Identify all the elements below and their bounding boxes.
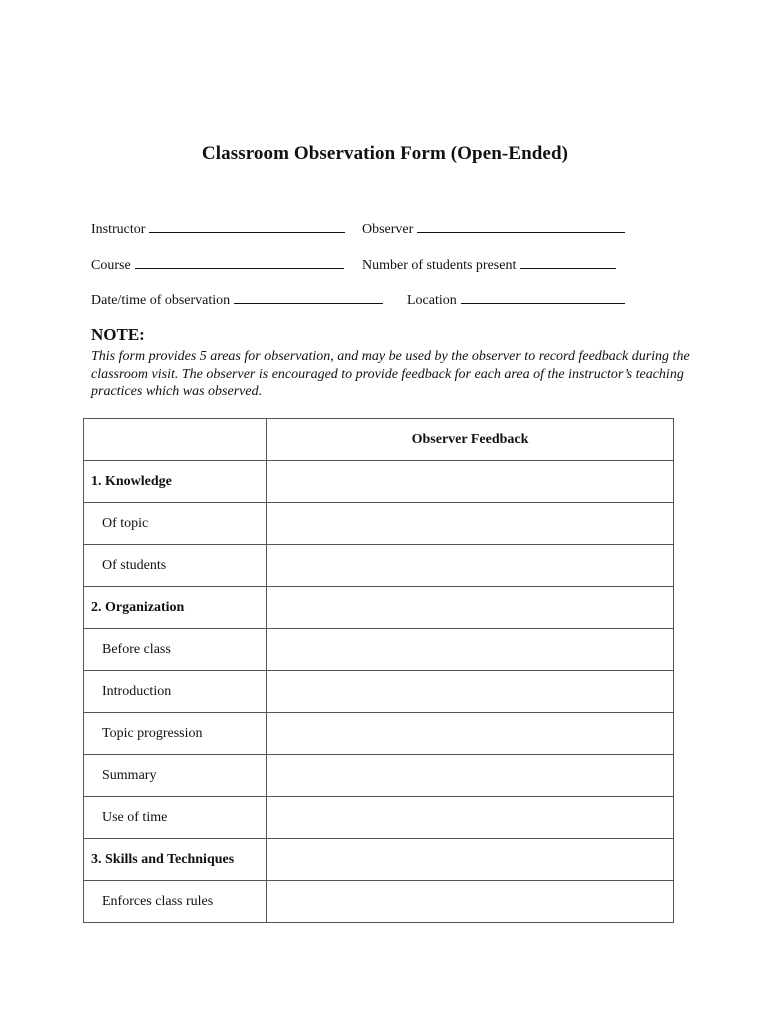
instructor-field xyxy=(91,220,345,238)
location-input-line[interactable] xyxy=(461,291,625,304)
table-row xyxy=(84,755,674,797)
section-label: 3. Skills and Techniques xyxy=(91,851,235,867)
criterion-label-cell xyxy=(84,545,267,587)
feedback-cell[interactable] xyxy=(267,461,674,503)
table-row xyxy=(84,881,674,923)
criterion-label-cell xyxy=(84,881,267,923)
datetime-label: Date/time of observation xyxy=(91,293,231,308)
feedback-cell[interactable] xyxy=(267,671,674,713)
criterion-label-cell xyxy=(84,797,267,839)
feedback-cell[interactable] xyxy=(267,797,674,839)
table-row xyxy=(84,461,674,503)
location-label: Location xyxy=(407,293,457,308)
criterion-label-cell xyxy=(84,713,267,755)
table-row xyxy=(84,503,674,545)
instructor-input-line[interactable] xyxy=(149,220,345,233)
course-label: Course xyxy=(91,258,131,273)
criterion-label-cell xyxy=(84,629,267,671)
criterion-label-cell xyxy=(84,671,267,713)
feedback-cell[interactable] xyxy=(267,545,674,587)
criterion-label: Introduction xyxy=(102,683,172,699)
feedback-cell[interactable] xyxy=(267,713,674,755)
table-row xyxy=(84,587,674,629)
note-heading: NOTE: xyxy=(91,325,145,344)
feedback-cell[interactable] xyxy=(267,629,674,671)
form-title: Classroom Observation Form (Open-Ended) xyxy=(201,143,569,164)
instructor-label: Instructor xyxy=(91,222,146,237)
num-students-field xyxy=(362,256,616,274)
feedback-cell[interactable] xyxy=(267,587,674,629)
course-input-line[interactable] xyxy=(135,256,344,269)
criterion-label-cell xyxy=(84,503,267,545)
feedback-cell[interactable] xyxy=(267,881,674,923)
criterion-label-cell xyxy=(84,755,267,797)
table-row xyxy=(84,671,674,713)
criterion-label: Summary xyxy=(102,767,157,783)
observer-field xyxy=(362,220,625,238)
datetime-field xyxy=(91,291,383,309)
observer-feedback-header: Observer Feedback xyxy=(267,419,674,461)
observation-table xyxy=(83,418,674,923)
observer-label: Observer xyxy=(362,222,414,237)
section-label-cell xyxy=(84,461,267,503)
criterion-label: Of students xyxy=(102,557,167,573)
section-label: 2. Organization xyxy=(91,599,185,615)
location-field xyxy=(407,291,625,309)
header-empty-cell xyxy=(84,419,267,461)
section-label: 1. Knowledge xyxy=(91,473,172,489)
observer-input-line[interactable] xyxy=(417,220,625,233)
criterion-label: Before class xyxy=(102,641,171,657)
num-students-input-line[interactable] xyxy=(520,256,616,269)
criterion-label: Enforces class rules xyxy=(102,893,214,909)
table-row xyxy=(84,797,674,839)
table-header-row xyxy=(84,419,674,461)
table-row xyxy=(84,713,674,755)
feedback-cell[interactable] xyxy=(267,755,674,797)
num-students-label: Number of students present xyxy=(362,258,517,273)
feedback-cell[interactable] xyxy=(267,503,674,545)
table-row xyxy=(84,545,674,587)
note-text: This form provides 5 areas for observation, and may be used by the observer to record feedback during the classroom visit. The observer is encouraged to provide feedback for each area of the instructor’s teaching practices which was observed. xyxy=(91,349,690,399)
feedback-cell[interactable] xyxy=(267,839,674,881)
criterion-label: Topic progression xyxy=(102,725,203,741)
table-row xyxy=(84,629,674,671)
section-label-cell xyxy=(84,839,267,881)
criterion-label: Of topic xyxy=(102,515,149,531)
section-label-cell xyxy=(84,587,267,629)
criterion-label: Use of time xyxy=(102,809,168,825)
course-field xyxy=(91,256,344,274)
datetime-input-line[interactable] xyxy=(234,291,383,304)
table-row xyxy=(84,839,674,881)
